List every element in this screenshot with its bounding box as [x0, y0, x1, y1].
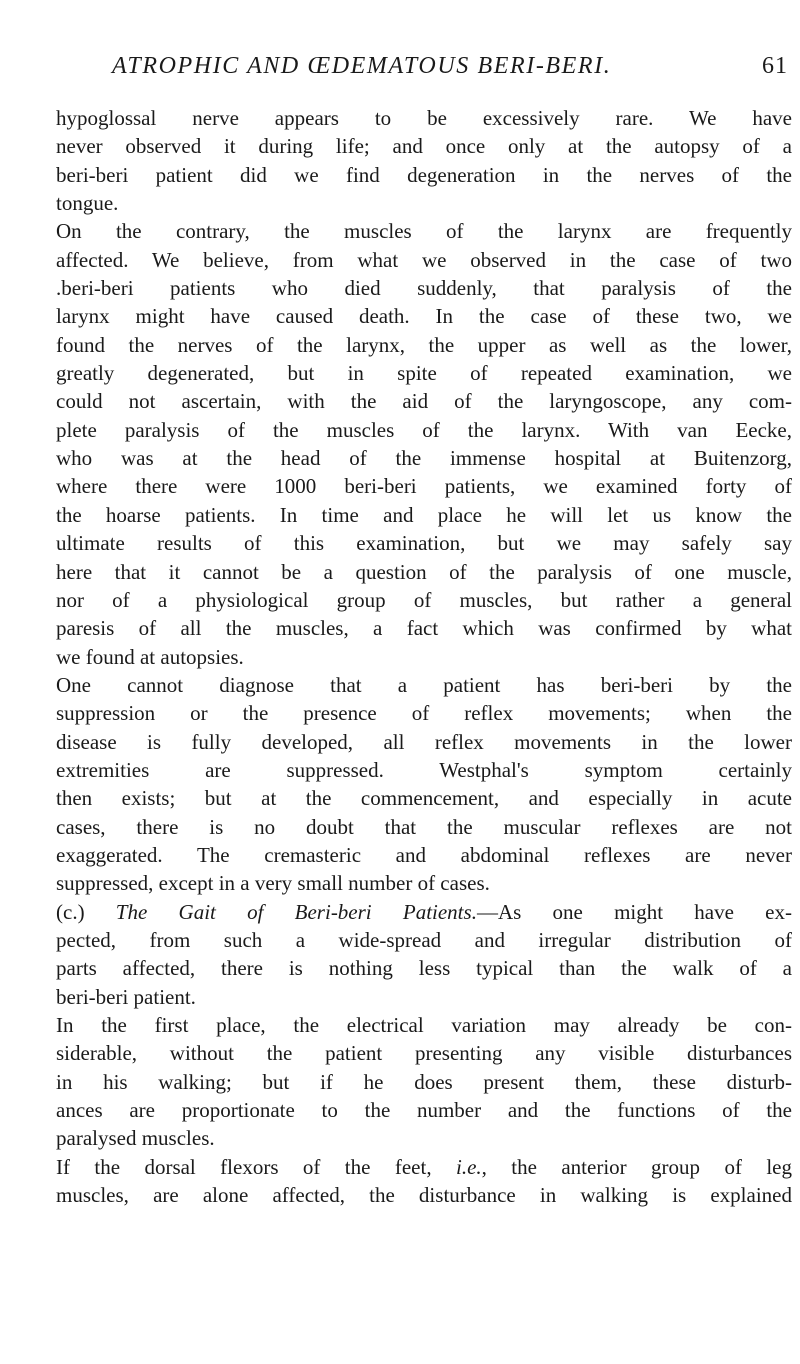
text-line: pected, from such a wide-spread and irregular distribution of [56, 927, 792, 952]
text-line: One cannot diagnose that a patient has beri-beri by the [56, 672, 792, 697]
text-line: exaggerated. The cremasteric and abdominal reflexes are never [56, 842, 792, 867]
italic-text: The Gait of Beri-beri Patients. [115, 899, 477, 924]
text-line: ultimate results of this examination, but we may safely say [56, 531, 792, 556]
text-line: .beri-beri patients who died suddenly, that paralysis of the [56, 276, 792, 301]
page-number: 61 [762, 53, 788, 79]
body-text [56, 104, 792, 1209]
text-line: never observed it during life; and once only at the autopsy of a [56, 134, 792, 159]
text-line: tongue. [56, 191, 119, 216]
text-segment: If the dorsal flexors of the feet, [56, 1154, 456, 1179]
text-line: larynx might have caused death. In the case of these two, we [56, 304, 792, 329]
text-line: cases, there is no doubt that the muscular reflexes are not [56, 814, 792, 839]
text-line: here that it cannot be a question of the paralysis of one muscle, [56, 559, 792, 584]
text-line [56, 1153, 792, 1181]
text-line: beri-beri patient did we find degeneration in the nerves of the [56, 162, 792, 187]
text-line: where there were 1000 beri-beri patients, we examined forty of [56, 474, 792, 499]
text-line: could not ascertain, with the aid of the laryngoscope, any com- [56, 389, 792, 414]
text-line: who was at the head of the immense hospital at Buitenzorg, [56, 446, 792, 471]
text-line: In the first place, the electrical variation may already be con- [56, 1013, 792, 1037]
text-line: paresis of all the muscles, a fact which was confirmed by what [56, 616, 792, 641]
text-line: suppressed, except in a very small number of cases. [56, 871, 490, 896]
text-line: paralysed muscles. [56, 1126, 215, 1151]
text-segment: —As one might have ex- [476, 899, 792, 924]
italic-text: i.e. [455, 1154, 482, 1179]
text-line: ances are proportionate to the number and the functions of the [56, 1098, 792, 1123]
text-line: found the nerves of the larynx, the upper as well as the lower, [56, 332, 792, 357]
text-line: the hoarse patients. In time and place he will let us know the [56, 502, 792, 527]
text-line: parts affected, there is nothing less typical than the walk of a [56, 956, 792, 981]
text-line: muscles, are alone affected, the disturbance in walking is explained [56, 1183, 792, 1208]
running-title: ATROPHIC AND ŒDEMATOUS BERI-BERI. [112, 53, 612, 79]
text-line: beri-beri patient. [56, 984, 196, 1009]
text-line: plete paralysis of the muscles of the larynx. With van Eecke, [56, 417, 792, 442]
text-line [56, 898, 792, 926]
text-line: On the contrary, the muscles of the larynx are frequently [56, 219, 792, 244]
text-line: in his walking; but if he does present them, these disturb- [56, 1069, 792, 1094]
text-line: affected. We believe, from what we observed in the case of two [56, 247, 792, 272]
text-line: suppression or the presence of reflex movements; when the [56, 701, 792, 726]
running-head [112, 46, 796, 86]
text-line: disease is fully developed, all reflex movements in the lower [56, 729, 792, 754]
text-line: greatly degenerated, but in spite of repeated examination, we [56, 361, 792, 386]
text-line: hypoglossal nerve appears to be excessively rare. We have [56, 106, 792, 130]
text-line: then exists; but at the commencement, and especially in acute [56, 786, 792, 811]
text-segment: , the anterior group of leg [481, 1154, 793, 1179]
text-line: siderable, without the patient presenting any visible disturbances [56, 1041, 792, 1066]
text-segment: (c.) [56, 899, 116, 924]
text-line: we found at autopsies. [56, 644, 244, 669]
text-line: nor of a physiological group of muscles, but rather a general [56, 587, 792, 612]
text-line: extremities are suppressed. Westphal's symptom certainly [56, 757, 792, 782]
